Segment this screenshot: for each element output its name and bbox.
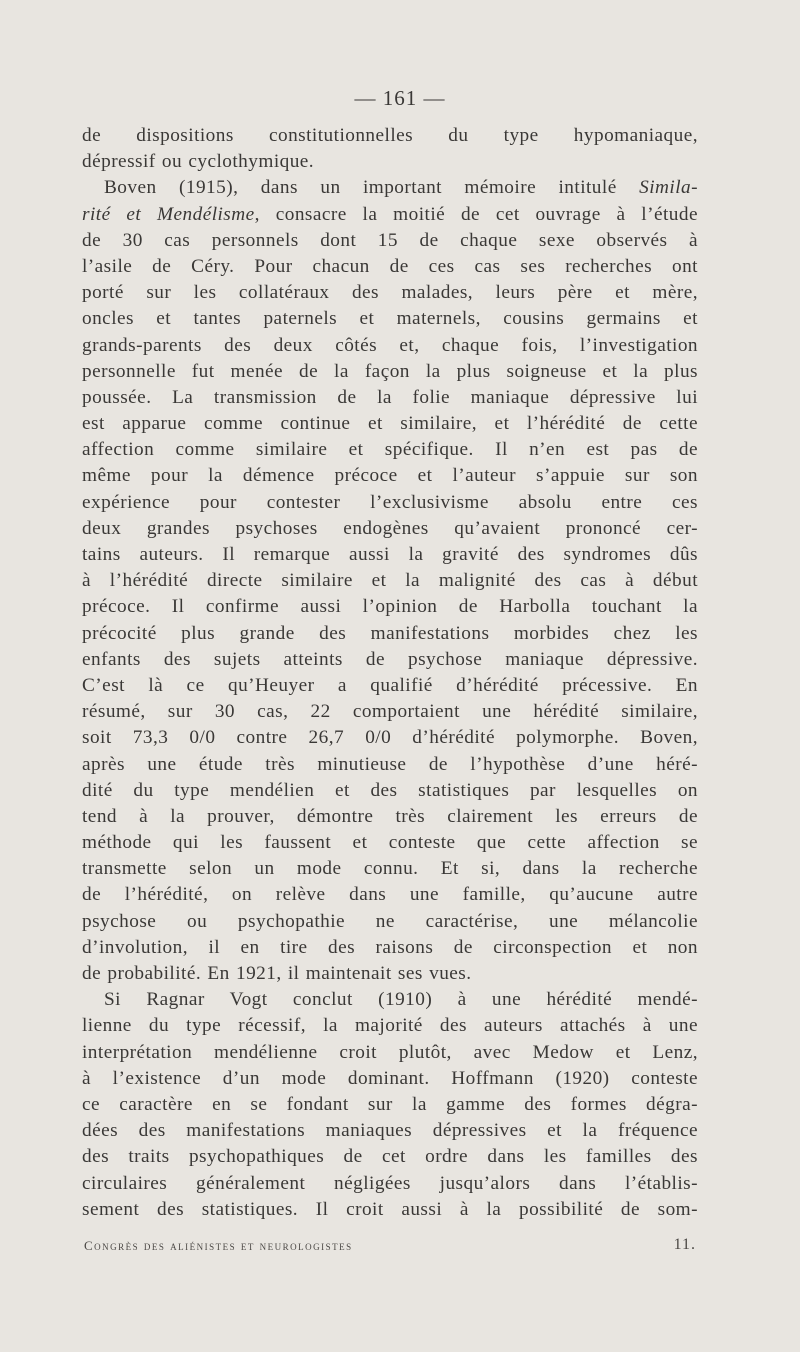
text-line: porté sur les collatéraux des malades, leurs père et mère, (82, 282, 698, 304)
text-line: rité et Mendélisme, consacre la moitié de cet ouvrage à l’étude (82, 203, 698, 225)
text-line: de 30 cas personnels dont 15 de chaque sexe observés à (82, 229, 698, 251)
text-line: après une étude très minutieuse de l’hypothèse d’une héré- (82, 753, 698, 775)
text-line: poussée. La transmission de la folie maniaque dépressive lui (82, 386, 698, 408)
text-line: enfants des sujets atteints de psychose maniaque dépressive. (82, 648, 698, 670)
text-line: C’est là ce qu’Heuyer a qualifié d’hérédité précessive. En (82, 674, 698, 696)
text-line: à l’existence d’un mode dominant. Hoffmann (1920) conteste (82, 1067, 698, 1089)
footer-signature: Congrès des aliénistes et neurologistes (84, 1238, 353, 1253)
text-line: l’asile de Céry. Pour chacun de ces cas ses recherches ont (82, 255, 698, 277)
text-line: expérience pour contester l’exclusivisme absolu entre ces (82, 491, 698, 513)
text-line: interprétation mendélienne croit plutôt, avec Medow et Lenz, (82, 1041, 698, 1063)
text-line: méthode qui les faussent et conteste que cette affection se (82, 832, 698, 854)
text-line: Si Ragnar Vogt conclut (1910) à une hérédité mendé- (104, 989, 698, 1011)
text-line: oncles et tantes paternels et maternels, cousins germains et (82, 308, 698, 330)
text-line: ce caractère en se fondant sur la gamme des formes dégra- (82, 1093, 698, 1115)
text-line: résumé, sur 30 cas, 22 comportaient une hérédité similaire, (82, 701, 698, 723)
text-line: des traits psychopathiques de cet ordre dans les familles des (82, 1146, 698, 1168)
text-line: grands-parents des deux côtés et, chaque fois, l’investigation (82, 334, 698, 356)
footer-sheet-number: 11. (673, 1236, 696, 1253)
text-line: précocité plus grande des manifestations morbides chez les (82, 622, 698, 644)
body-text (82, 123, 698, 1223)
text-line: psychose ou psychopathie ne caractérise, une mélancolie (82, 910, 698, 932)
text-line: transmette selon un mode connu. Et si, dans la recherche (82, 858, 698, 880)
page-number: — 161 — (354, 86, 446, 110)
text-line: précoce. Il confirme aussi l’opinion de Harbolla touchant la (82, 596, 698, 618)
text-line: dité du type mendélien et des statistiques par lesquelles on (82, 779, 698, 801)
text-line: de dispositions constitutionnelles du type hypomaniaque, (82, 125, 698, 146)
text-line: dépressif ou cyclothymique. (82, 151, 315, 173)
text-line: Boven (1915), dans un important mémoire intitulé Simila- (104, 177, 698, 199)
text-line: à l’hérédité directe similaire et la malignité des cas à début (82, 570, 698, 592)
text-line: tains auteurs. Il remarque aussi la gravité des syndromes dûs (82, 544, 698, 565)
text-line: personnelle fut menée de la façon la plus soigneuse et la plus (82, 360, 698, 382)
text-line: d’involution, il en tire des raisons de circonspection et non (82, 936, 698, 958)
text-line: tend à la prouver, démontre très clairement les erreurs de (82, 805, 698, 827)
text-line: de l’hérédité, on relève dans une famille, qu’aucune autre (82, 884, 698, 906)
text-line: est apparue comme continue et similaire, et l’hérédité de cette (82, 413, 698, 435)
text-line: de probabilité. En 1921, il maintenait ses vues. (82, 963, 472, 984)
text-line: même pour la démence précoce et l’auteur s’appuie sur son (82, 465, 698, 487)
text-line: sement des statistiques. Il croit aussi à la possibilité de som- (82, 1198, 698, 1220)
text-line: circulaires généralement négligées jusqu’alors dans l’établis- (82, 1172, 698, 1194)
text-line: deux grandes psychoses endogènes qu’avaient prononcé cer- (82, 517, 698, 539)
text-line: dées des manifestations maniaques dépressives et la fréquence (82, 1120, 698, 1142)
text-line: lienne du type récessif, la majorité des auteurs attachés à une (82, 1015, 698, 1037)
text-line: affection comme similaire et spécifique. Il n’en est pas de (82, 439, 698, 461)
text-line: soit 73,3 0/0 contre 26,7 0/0 d’hérédité polymorphe. Boven, (82, 727, 698, 749)
